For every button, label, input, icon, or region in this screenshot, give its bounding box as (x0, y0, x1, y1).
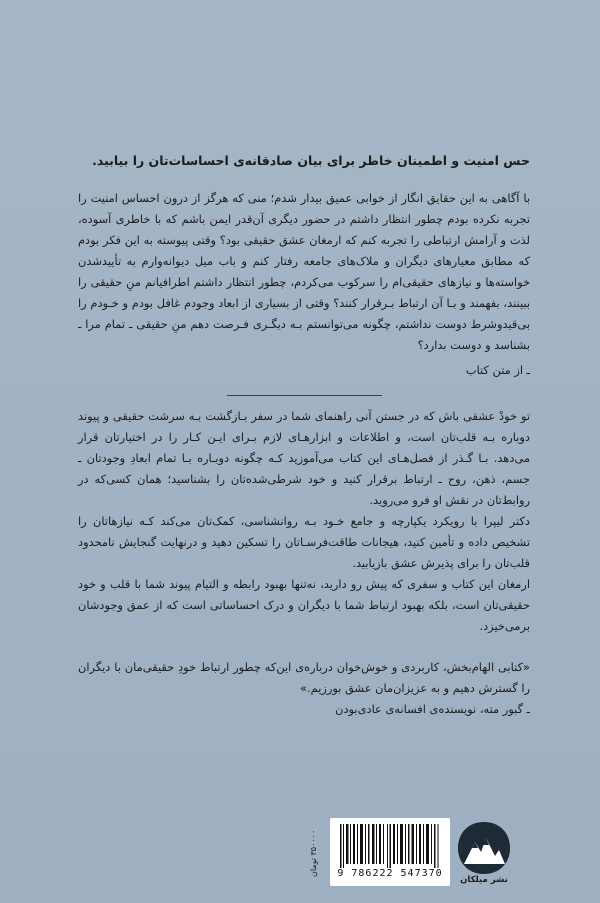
section-divider (227, 395, 382, 396)
cover-text (78, 150, 530, 720)
body-paragraph-2: دکتر لیپرا با رویکرد یکپارچه و جامع خـود بـه روانشناسی، کمک‌تان می‌کند کـه نیازهاتان را تشخیص داده و تأمین کنید، هیجانات طاقت‌فرسـاتان را تسکین دهید و درنهایت گنجایش نامحدود قلب‌تان را برای پذیرش عشق بازیابید. (78, 514, 530, 570)
endorsement-author: ـ گبور مته، نویسنده‌ی افسانه‌ی عادی‌بودن (335, 702, 530, 716)
excerpt-source: ـ از متن کتاب (465, 363, 530, 377)
isbn-barcode (330, 818, 450, 886)
isbn-number: 9 786222 547370 (337, 868, 443, 879)
lead-heading: حس امنیت و اطمینان خاطر برای بیان صادقانه‌ی احساسات‌تان را بیابید. (92, 153, 530, 168)
publisher-name: نشر میلکان (460, 875, 508, 885)
body-paragraph-1: تو خودْ عشقی باش که در جستن آنی راهنمای شما در سفر بـازگشت بـه سرشت حقیقی و پیوند دوباره بـه قلب‌تان است، و اطلاعات و ابزارهـای لازم بـرای ایـن کـار را در اختیارتان قرار می‌دهد. بـا گـذر از فصل‌هـای این کتاب می‌آموزید کـه چگونه دوبـاره بـا تمام ابعادِ وجودتان ـ جسم، ذهن، روح ـ ارتباط برقرار کنید و خود شرطی‌شده‌تان را بشناسید؛ همان کسی‌که در روابط‌تان در نقش او فرو می‌روید. (78, 409, 530, 507)
barcode-icon (338, 824, 442, 868)
mountain-logo-icon (455, 820, 513, 876)
excerpt-paragraph: با آگاهی به این حقایق انگار از خوابی عمیق بیدار شدم؛ منی که هرگز از درون احساس امنیت را تجربه نکرده بودم چطور انتظار داشتم در حضور دیگری آن‌قدر ایمن باشم که با خاطری آسوده، لذت و آرامش ارتباطی را تجربه کنم که ارمغان عشق حقیقی بود؟ وقتی پیوسته به این فکر بودم که مطابق معیارهای دیگران و ملاک‌های جامعه رفتار کنم و باب میل دیوانه‌وارم به تأییدشدن خواسته‌ها و نیازهای حقیقی‌ام را سرکوب می‌کردم، چطور انتظار داشتم اطرافیانم منِ حقیقی را ببینند، بفهمند و بـا آن ارتباط بـرقرار کنند؟ وقتی از بسیاری از ابعاد وجودم غافل بودم و خـودم را بی‌قیدوشرط دوست نداشتم، چگونه می‌توانستم بـه دیگـری فـرصت دهم منِ حقیقی ـ تمام مرا ـ بشناسد و دوست بدارد؟ (78, 191, 530, 352)
price-label: ۳۵۰۰۰۰ تومان (309, 829, 318, 877)
publisher-logo (455, 820, 513, 890)
endorsement-quote: «کتابی الهام‌بخش، کاربردی و خوش‌خوان درباره‌ی این‌که چطور ارتباط خودِ حقیقی‌مان با دیگران را گسترش دهیم و به عزیزان‌مان عشق بورزیم.» (78, 660, 530, 695)
body-paragraph-3: ارمغان این کتاب و سفری که پیش رو دارید، نه‌تنها بهبود رابطه و التیام پیوند شما با قلب و خود حقیقی‌تان است، بلکه بهبود ارتباط شما با دیگران و درک احساساتی است که از عمق وجودشان برمی‌خیزد. (78, 577, 530, 633)
